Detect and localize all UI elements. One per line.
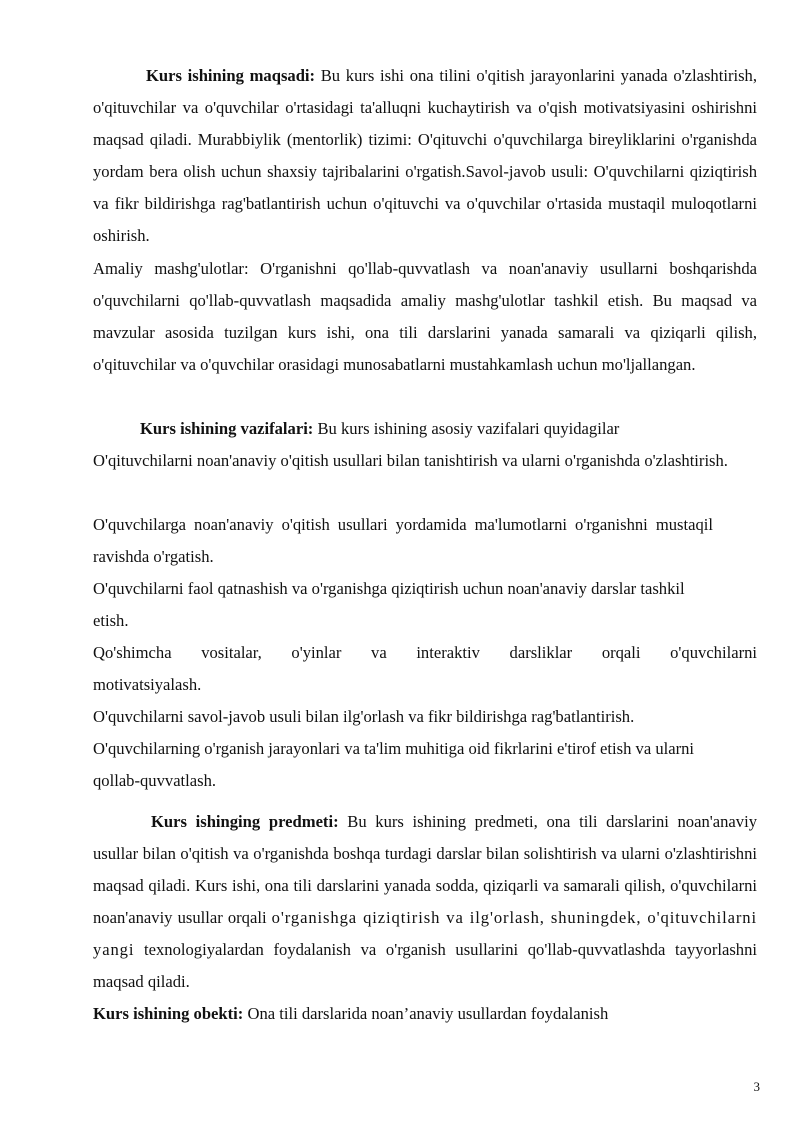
subject-text-spaced: o'rganishga qiziqtirish va ilg'orlash, shuningdek, o'qituvchilarni yangi — [93, 908, 757, 960]
tasks-text: Bu kurs ishining asosiy vazifalari quyidagilar — [313, 419, 620, 438]
task-item-2: O'quvchilarga noan'anaviy o'qitish usullari yordamida ma'lumotlarni o'rganishni mustaqil ravishda o'rgatish. — [93, 515, 713, 567]
task-item-1: O'qituvchilarni noan'anaviy o'qitish usullari bilan tanishtirish va ularni o'rganishda o'zlashtirish. — [93, 451, 728, 470]
purpose-text: Bu kurs ishi ona tilini o'qitish jarayonlarini yanada o'zlashtirish, o'qituvchilar va o'quvchilar o'rtasidagi ta'alluqni kuchaytirish va o'qish motivatsiyasini oshirishni maqsad qiladi. Murabbiylik (mentorlik) tizimi: O'qituvchi o'quvchilarga bireyliklarini o'rganishda yordam bera olish uchun shaxsiy tajribalarini o'rgatish.Savol-javob usuli: O'quvchilarni qiziqtirish va fikr bildirishga rag'batlantirish uchun o'qituvchi va o'quvchilar o'rtasida mustaqil muloqotlarni oshirish. — [93, 66, 757, 246]
task-item-6: O'quvchilarning o'rganish jarayonlari va ta'lim muhitiga oid fikrlarini e'tirof etish va ularni qollab-quvvatlash. — [93, 739, 695, 791]
subject-text-end: texnologiyalardan foydalanish va o'rganish usullarini qo'llab-quvvatlashda tayyorlashni maqsad qiladi. — [93, 940, 757, 992]
object-heading: Kurs ishining obekti: — [93, 1004, 244, 1023]
object-paragraph — [93, 998, 757, 1030]
object-text: Ona tili darslarida noan’anaviy usullardan foydalanish — [243, 1004, 609, 1023]
tasks-heading: Kurs ishining vazifalari: — [140, 419, 314, 438]
purpose-heading: Kurs ishining maqsadi: — [146, 66, 316, 85]
purpose-paragraph — [93, 60, 757, 253]
task-item-3: O'quvchilarni faol qatnashish va o'rganishga qiziqtirish uchun noan'anaviy darslar tashkil etish. — [93, 579, 685, 631]
task-item-5: O'quvchilarni savol-javob usuli bilan ilg'orlash va fikr bildirishga rag'batlantirish. — [93, 707, 635, 726]
subject-paragraph — [93, 806, 757, 999]
subject-heading: Kurs ishinging predmeti: — [151, 812, 339, 831]
practice-paragraph: Amaliy mashg'ulotlar: O'rganishni qo'llab-quvvatlash va noan'anaviy usullarni boshqarishda o'quvchilarni qo'llab-quvvatlash maqsadida amaliy mashg'ulotlar tashkil etish. Bu maqsad va mavzular asosida tuzilgan kurs ishi, ona tili darslarini yanada samarali va qiziqarli qilish, o'qituvchilar va o'quvchilar orasidagi munosabatlarni mustahkamlash uchun mo'ljallangan. — [93, 259, 757, 375]
subject-text: Bu kurs ishining predmeti, ona tili darslarini noan'anaviy usullar bilan o'qitish va o'rganishda boshqa turdagi darslar bilan solishtirish va ularni o'zlashtirishni maqsad qiladi. Kurs ishi, ona tili darslarini yanada sodda, qiziqarli va samarali qilish, o'quvchilarni noan'anaviy usullar orqali — [93, 812, 757, 928]
page-number: 3 — [753, 1079, 760, 1094]
task-item-4: Qo'shimcha vositalar, o'yinlar va interaktiv darsliklar orqali o'quvchilarni motivatsiyalash. — [93, 643, 757, 695]
tasks-paragraph — [93, 413, 757, 445]
